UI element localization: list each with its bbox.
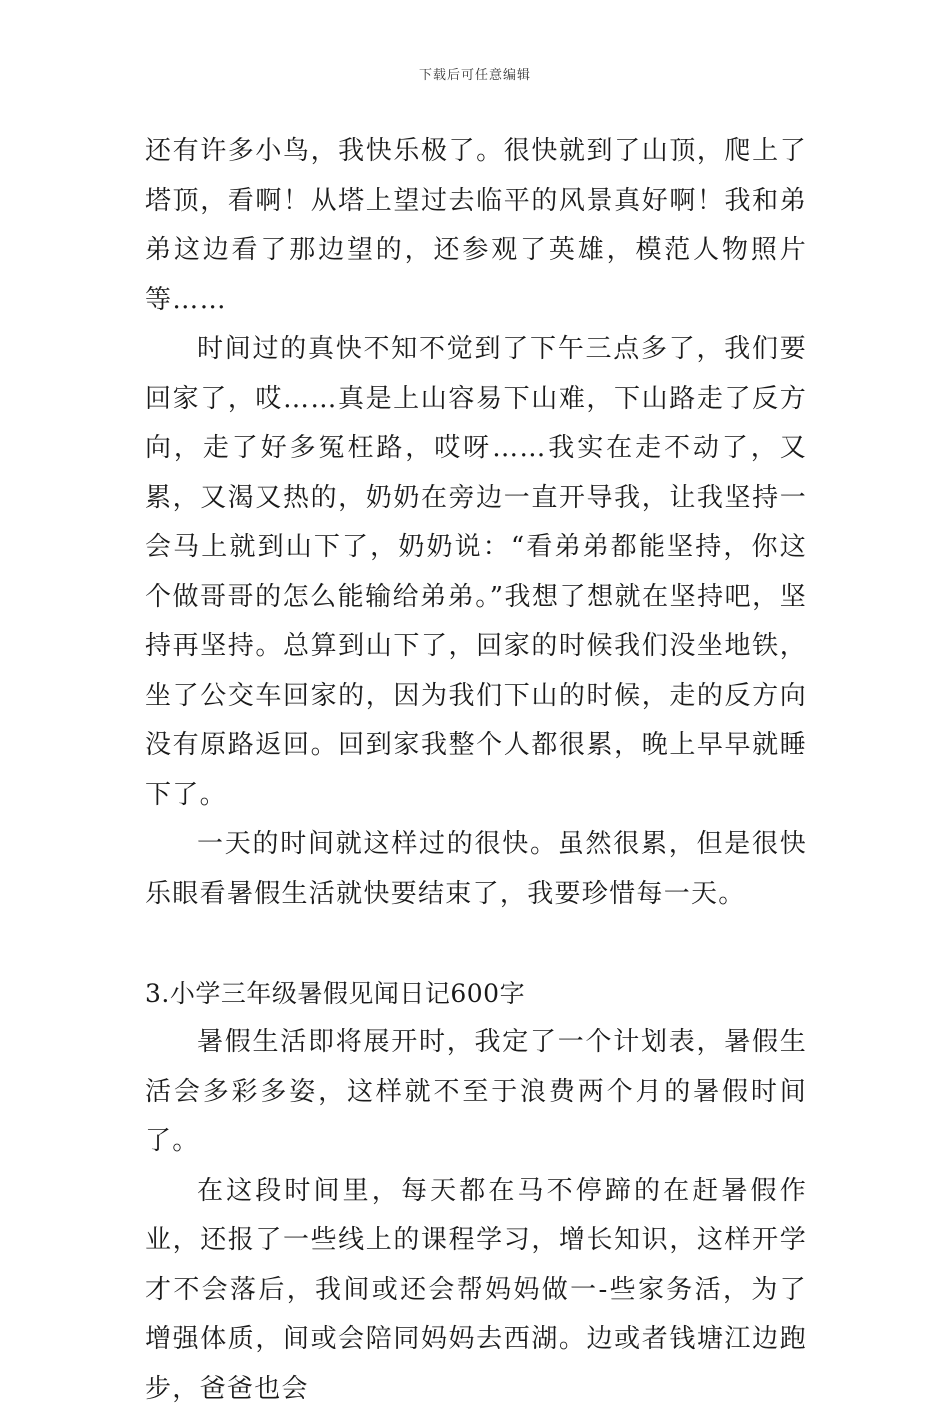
document-body (145, 127, 807, 1414)
page-header: 下载后可任意编辑 (0, 64, 950, 83)
paragraph-plan: 暑假生活即将展开时，我定了一个计划表，暑假生活会多彩多姿，这样就不至于浪费两个月的暑假时间了。 (145, 1018, 807, 1167)
paragraph-activities: 在这段时间里，每天都在马不停蹄的在赶暑假作业，还报了一些线上的课程学习，增长知识，这样开学才不会落后，我间或还会帮妈妈做一-些家务活，为了增强体质，间或会陪同妈妈去西湖。边或者钱塘江边跑步，爸爸也会 (145, 1167, 807, 1414)
paragraph-day-summary: 一天的时间就这样过的很快。虽然很累，但是很快乐眼看暑假生活就快要结束了，我要珍惜每一天。 (145, 820, 807, 919)
section-gap (145, 919, 807, 969)
section-heading: 3.小学三年级暑假见闻日记600字 (145, 969, 807, 1019)
paragraph-continued: 还有许多小鸟，我快乐极了。很快就到了山顶，爬上了塔顶，看啊！从塔上望过去临平的风景真好啊！我和弟弟这边看了那边望的，还参观了英雄，模范人物照片等…… (145, 127, 807, 325)
paragraph-return-home: 时间过的真快不知不觉到了下午三点多了，我们要回家了，哎……真是上山容易下山难，下山路走了反方向，走了好多冤枉路，哎呀……我实在走不动了，又累，又渴又热的，奶奶在旁边一直开导我，让我坚持一会马上就到山下了，奶奶说：“看弟弟都能坚持，你这个做哥哥的怎么能输给弟弟。”我想了想就在坚持吧，坚持再坚持。总算到山下了，回家的时候我们没坐地铁，坐了公交车回家的，因为我们下山的时候，走的反方向没有原路返回。回到家我整个人都很累，晚上早早就睡下了。 (145, 325, 807, 820)
